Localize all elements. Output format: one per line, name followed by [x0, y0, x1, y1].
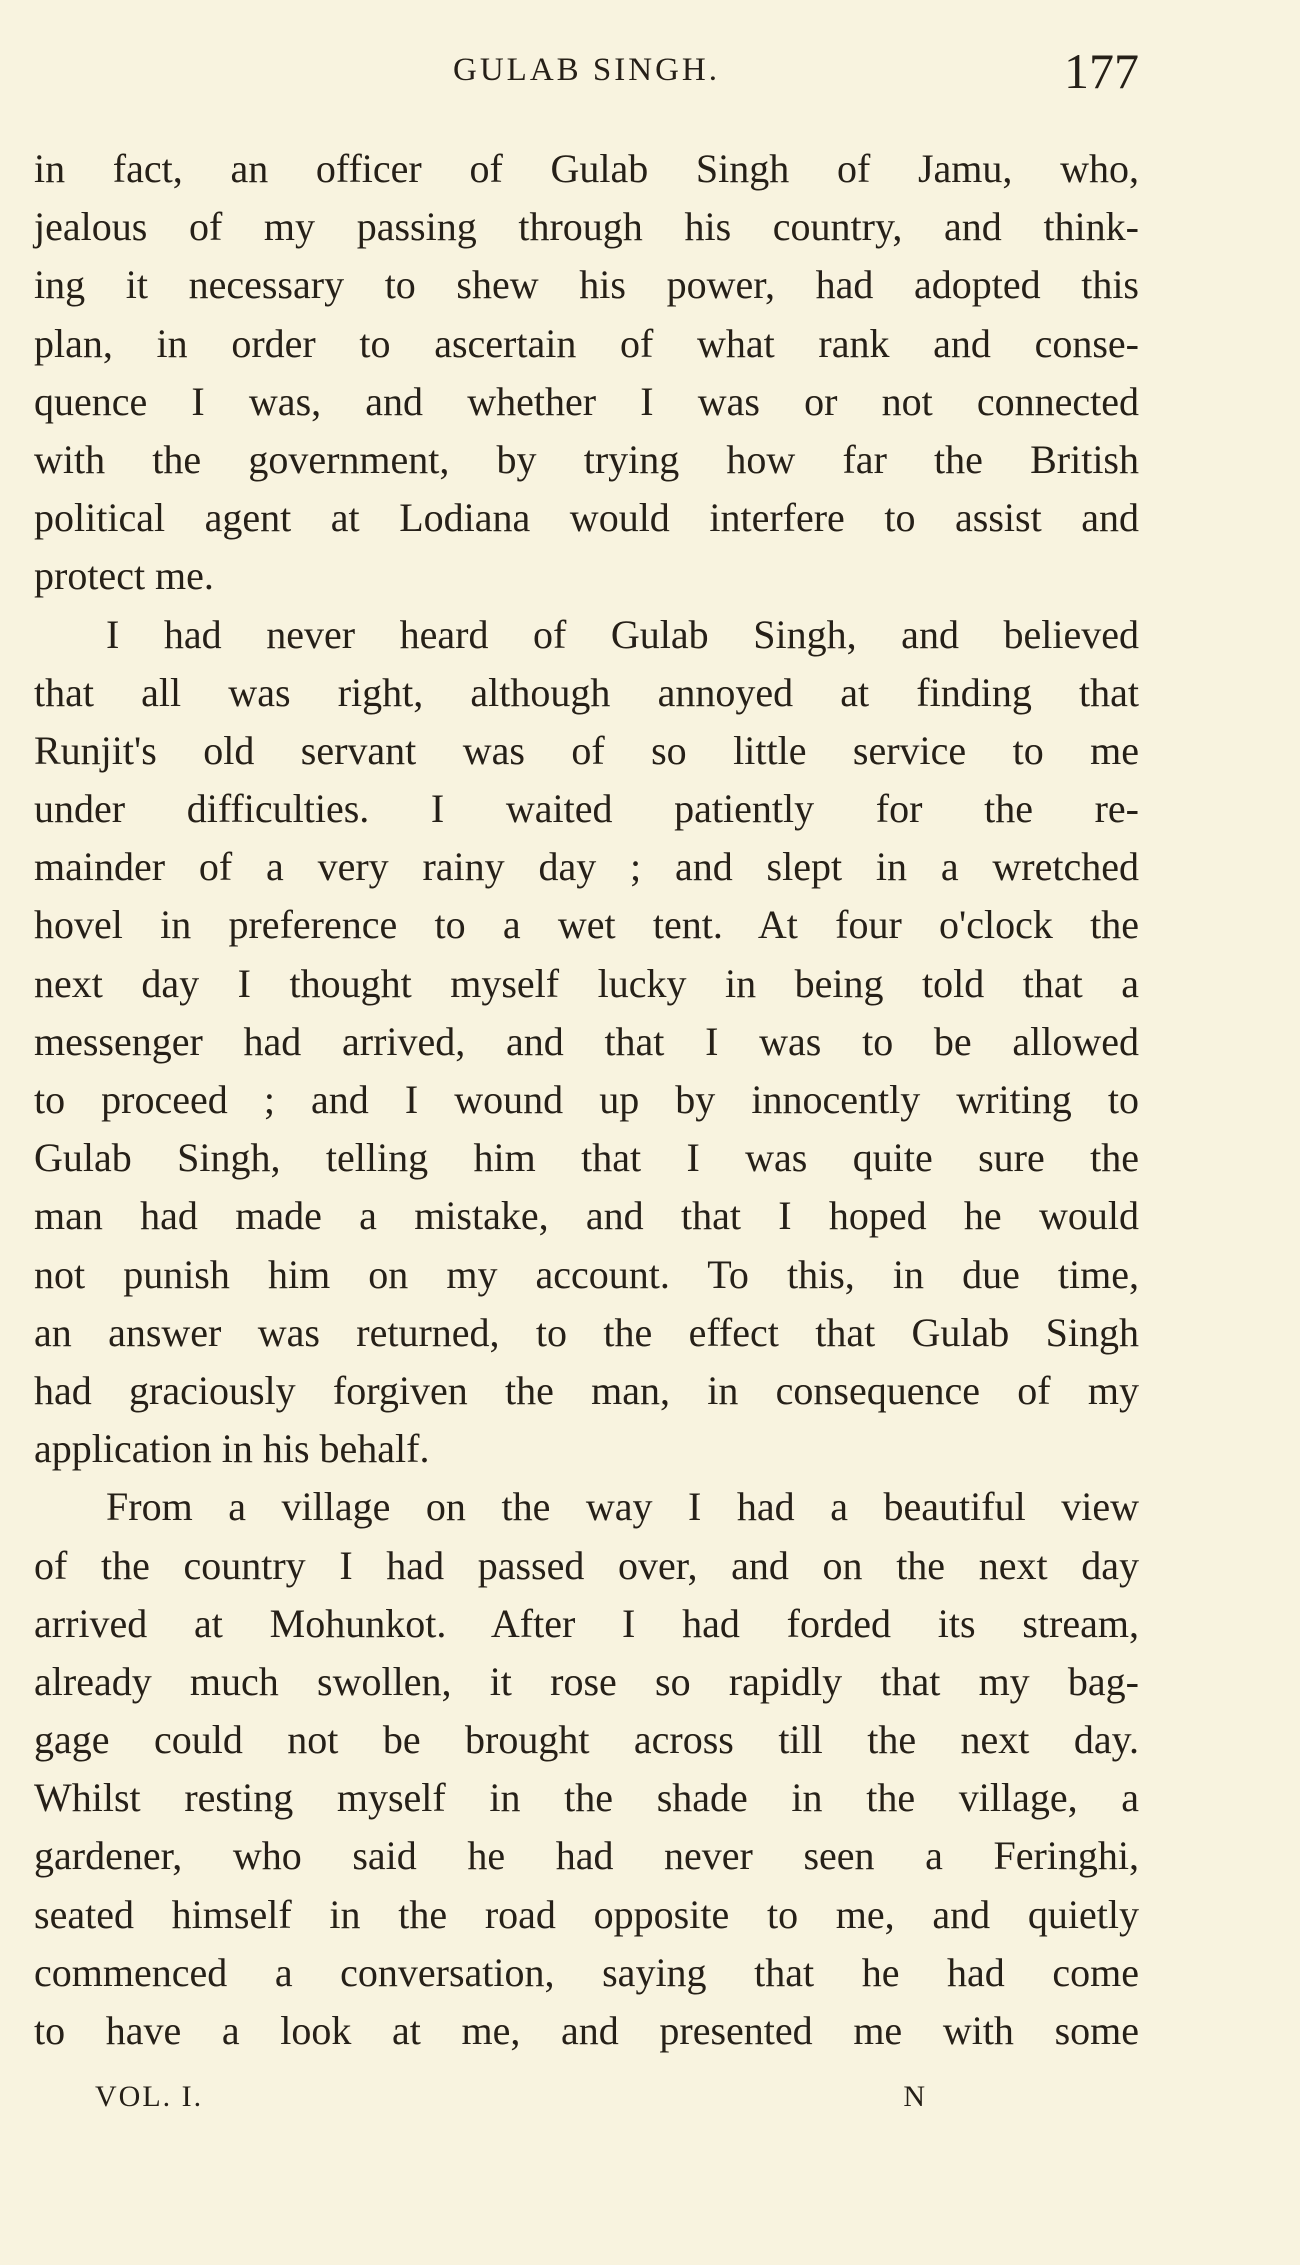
- text-line-9: I had never heard of Gulab Singh, and believed: [106, 611, 1139, 657]
- sheet-mark: N: [903, 2080, 925, 2113]
- text-line-11: Runjit's old servant was of so little service to me: [34, 727, 1139, 773]
- page-number: 177: [1064, 43, 1139, 99]
- text-line-32: commenced a conversation, saying that he had come: [34, 1949, 1139, 1995]
- text-line-8: protect me.: [34, 553, 214, 599]
- text-line-12: under difficulties. I waited patiently for the re-: [34, 786, 1139, 832]
- text-line-20: not punish him on my account. To this, in due time,: [34, 1251, 1139, 1297]
- text-line-33: to have a look at me, and presented me with some: [34, 2008, 1139, 2053]
- text-line-5: quence I was, and whether I was or not connected: [34, 378, 1139, 424]
- body-text: [34, 140, 1139, 2060]
- volume-signature: VOL. I.: [95, 2080, 204, 2113]
- running-title: GULAB SINGH.: [453, 52, 720, 88]
- text-line-24: From a village on the way I had a beautiful view: [106, 1484, 1139, 1530]
- text-line-4: plan, in order to ascertain of what rank and conse-: [34, 320, 1139, 366]
- text-line-30: gardener, who said he had never seen a Feringhi,: [34, 1833, 1139, 1879]
- text-line-15: next day I thought myself lucky in being told that a: [34, 960, 1139, 1006]
- text-line-31: seated himself in the road opposite to me, and quietly: [34, 1891, 1139, 1937]
- text-line-22: had graciously forgiven the man, in consequence of my: [34, 1367, 1139, 1413]
- text-line-13: mainder of a very rainy day ; and slept in a wretched: [34, 844, 1139, 890]
- text-line-7: political agent at Lodiana would interfere to assist and: [34, 495, 1139, 541]
- text-line-27: already much swollen, it rose so rapidly that my bag-: [34, 1658, 1139, 1704]
- text-line-17: to proceed ; and I wound up by innocently writing to: [34, 1077, 1139, 1122]
- text-line-16: messenger had arrived, and that I was to be allowed: [34, 1018, 1139, 1064]
- text-line-18: Gulab Singh, telling him that I was quite sure the: [34, 1135, 1139, 1181]
- text-line-6: with the government, by trying how far the British: [34, 436, 1139, 482]
- text-line-10: that all was right, although annoyed at finding that: [34, 669, 1139, 715]
- text-line-2: jealous of my passing through his country, and think-: [34, 204, 1139, 250]
- text-line-21: an answer was returned, to the effect that Gulab Singh: [34, 1309, 1139, 1355]
- text-line-26: arrived at Mohunkot. After I had forded its stream,: [34, 1600, 1139, 1646]
- text-line-19: man had made a mistake, and that I hoped he would: [34, 1193, 1139, 1239]
- page-footer: [95, 2080, 925, 2130]
- text-line-29: Whilst resting myself in the shade in the village, a: [34, 1775, 1139, 1821]
- text-line-23: application in his behalf.: [34, 1426, 430, 1472]
- page-header: [34, 42, 1139, 112]
- text-line-1: in fact, an officer of Gulab Singh of Jamu, who,: [34, 146, 1139, 191]
- text-line-28: gage could not be brought across till the next day.: [34, 1717, 1139, 1763]
- text-line-25: of the country I had passed over, and on the next day: [34, 1542, 1139, 1588]
- text-line-3: ing it necessary to shew his power, had adopted this: [34, 262, 1139, 308]
- text-line-14: hovel in preference to a wet tent. At four o'clock the: [34, 902, 1139, 948]
